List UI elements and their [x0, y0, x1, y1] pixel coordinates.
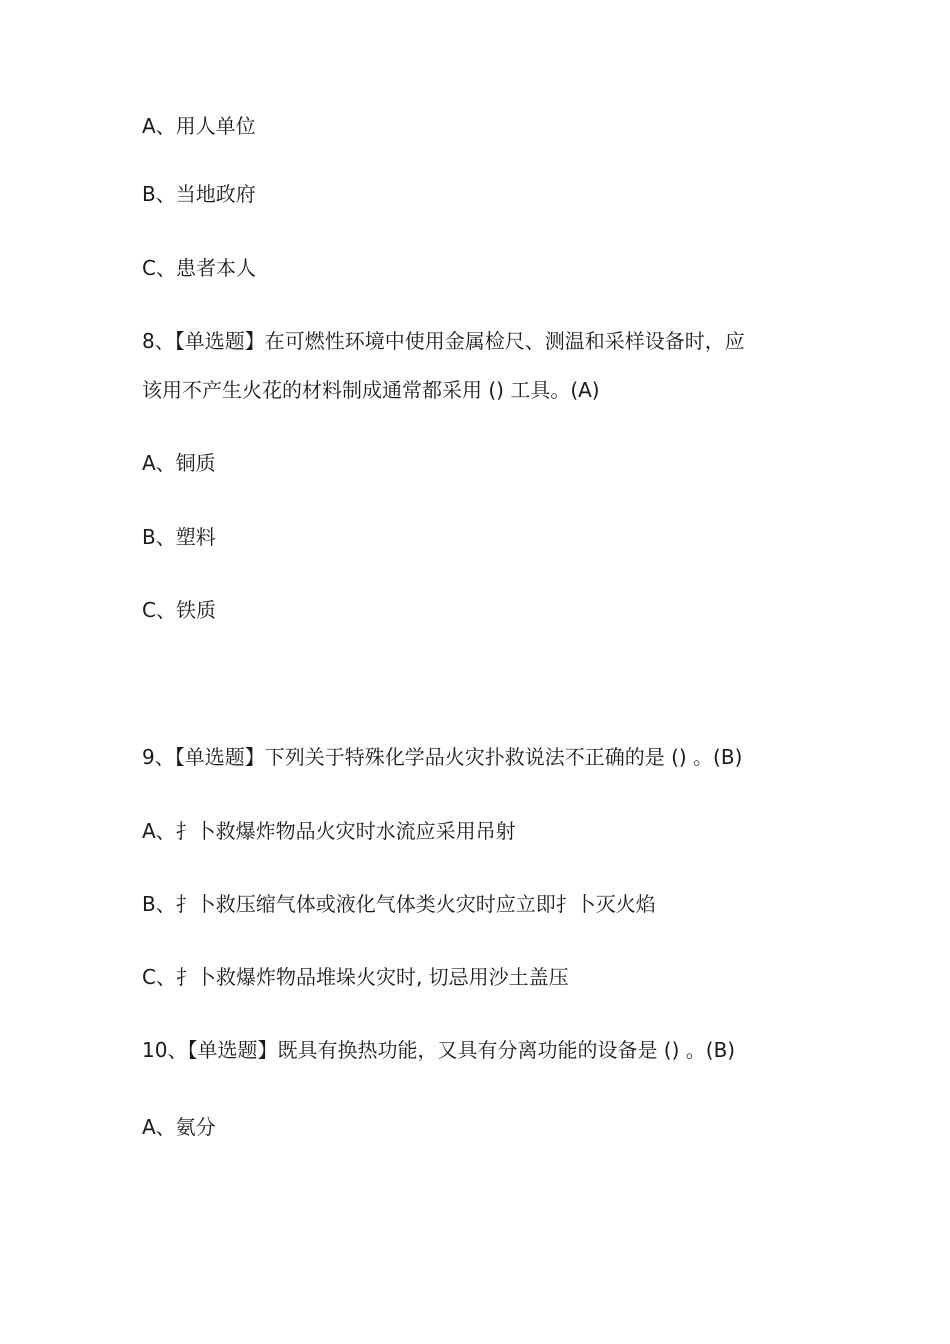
q8-question-line1: 8、【单选题】在可燃性环境中使用金属检尺、测温和采样设备时，应 [142, 329, 745, 353]
q8-question-line2: 该用不产生火花的材料制成通常都采用 () 工具。(A) [142, 378, 600, 402]
q10-option-a: A、氨分 [142, 1115, 216, 1139]
q7-option-c: C、患者本人 [142, 256, 256, 280]
q9-option-a: A、扌卜救爆炸物品火灾时水流应采用吊射 [142, 819, 516, 843]
q9-question-line1: 9、【单选题】下列关于特殊化学品火灾扑救说法不正确的是 () 。(B) [142, 745, 743, 769]
q8-option-a: A、铜质 [142, 451, 216, 475]
q8-option-b: B、塑料 [142, 525, 216, 549]
q7-option-a: A、用人单位 [142, 114, 256, 138]
q9-option-b: B、扌卜救压缩气体或液化气体类火灾时应立即扌卜灭火焰 [142, 892, 656, 916]
q7-option-b: B、当地政府 [142, 182, 256, 206]
q8-option-c: C、铁质 [142, 598, 216, 622]
q9-option-c: C、扌卜救爆炸物品堆垛火灾时, 切忌用沙土盖压 [142, 965, 569, 989]
q10-question-line1: 10、【单选题】既具有换热功能，又具有分离功能的设备是 () 。(B) [142, 1038, 736, 1062]
